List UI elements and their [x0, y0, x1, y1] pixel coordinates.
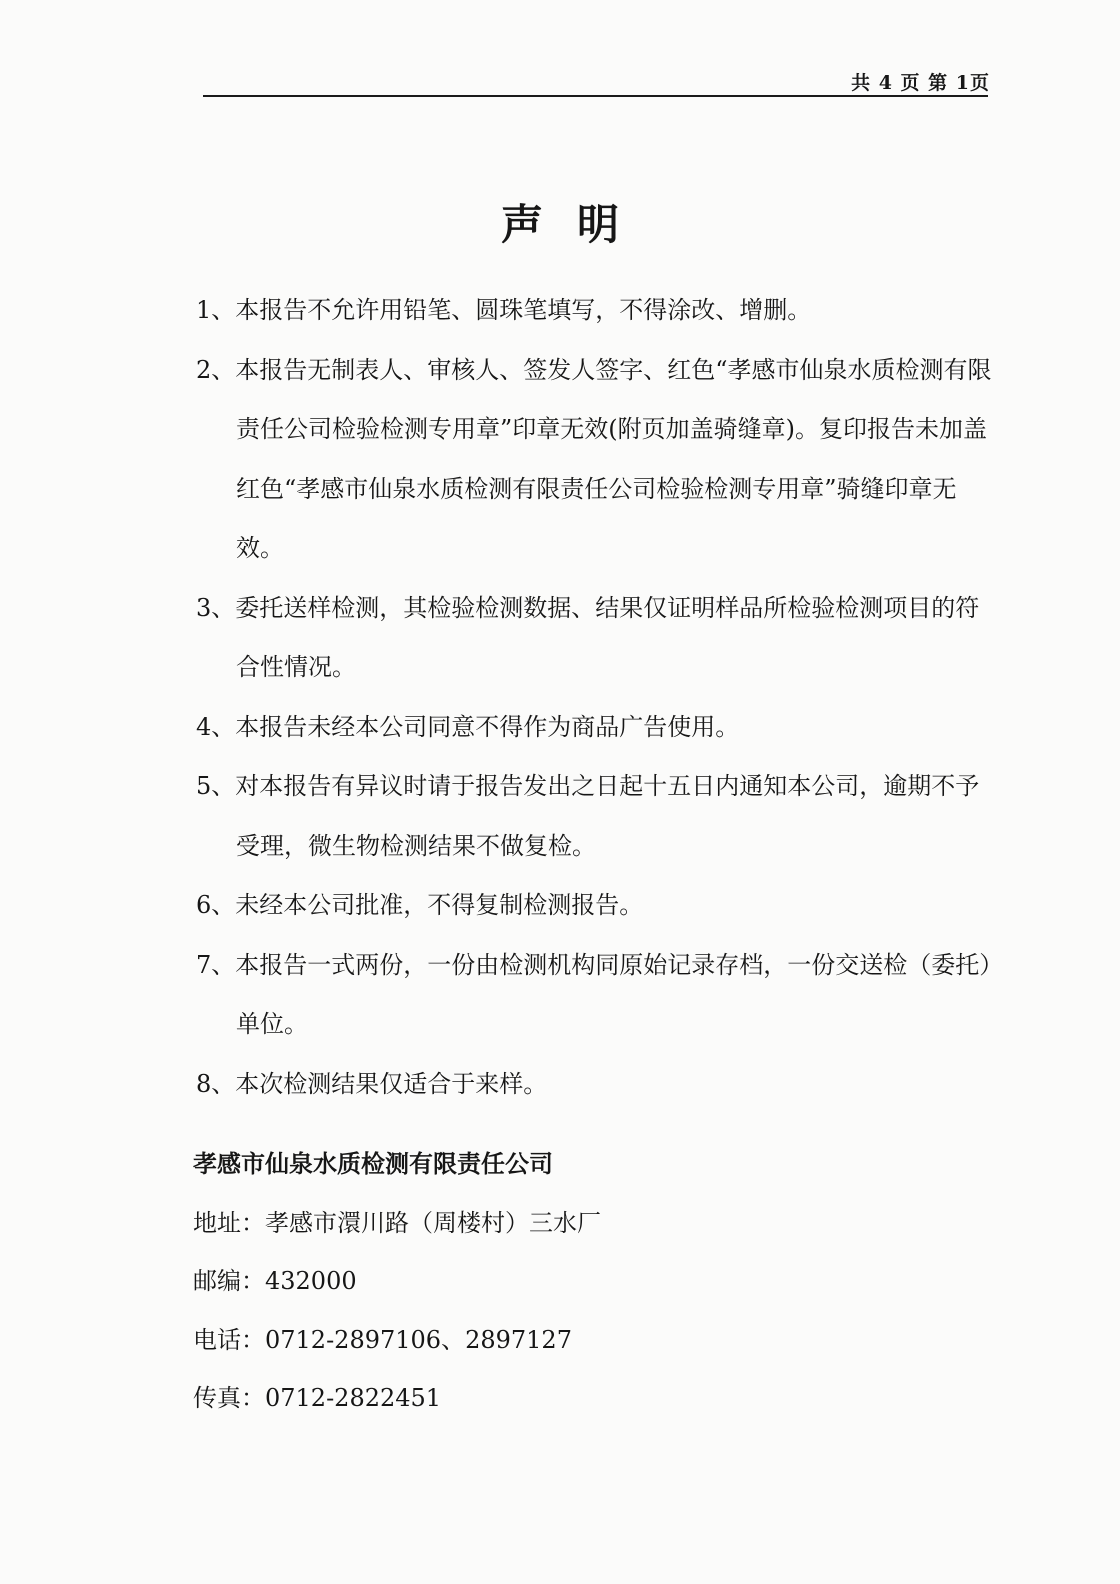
statement-item: 1、本报告不允许用铅笔、圆珠笔填写，不得涂改、增删。: [196, 296, 812, 324]
company-name: 孝感市仙泉水质检测有限责任公司: [193, 1149, 553, 1178]
company-fax: 传真：0712-2822451: [193, 1384, 442, 1412]
header-rule: [203, 95, 988, 97]
statement-item: 7、本报告一式两份，一份由检测机构同原始记录存档，一份交送检（委托）单位。: [196, 950, 992, 1038]
company-info: [193, 1135, 993, 1428]
statement-item: 6、未经本公司批准，不得复制检测报告。: [196, 891, 644, 919]
statement-item: 2、本报告无制表人、审核人、签发人签字、红色“孝感市仙泉水质检测有限责任公司检验检测专用章”印章无效(附页加盖骑缝章)。复印报告未加盖红色“孝感市仙泉水质检测有限责任公司检验检测专用章”骑缝印章无效。: [196, 355, 992, 562]
statement-item: 4、本报告未经本公司同意不得作为商品广告使用。: [196, 712, 740, 741]
company-phone: 电话：0712-2897106、2897127: [193, 1325, 572, 1354]
statement-list: [196, 281, 996, 1114]
page-counter: 共 4 页 第 1页: [851, 72, 990, 94]
statement-item: 5、对本报告有异议时请于报告发出之日起十五日内通知本公司，逾期不予受理，微生物检测结果不做复检。: [196, 772, 980, 860]
company-address: 地址：孝感市澴川路（周楼村）三水厂: [193, 1208, 601, 1237]
page-title: 声明: [500, 200, 653, 249]
statement-item: 3、委托送样检测，其检验检测数据、结果仅证明样品所检验检测项目的符合性情况。: [196, 593, 980, 681]
company-postcode: 邮编：432000: [193, 1267, 357, 1295]
statement-item: 8、本次检测结果仅适合于来样。: [196, 1069, 548, 1098]
